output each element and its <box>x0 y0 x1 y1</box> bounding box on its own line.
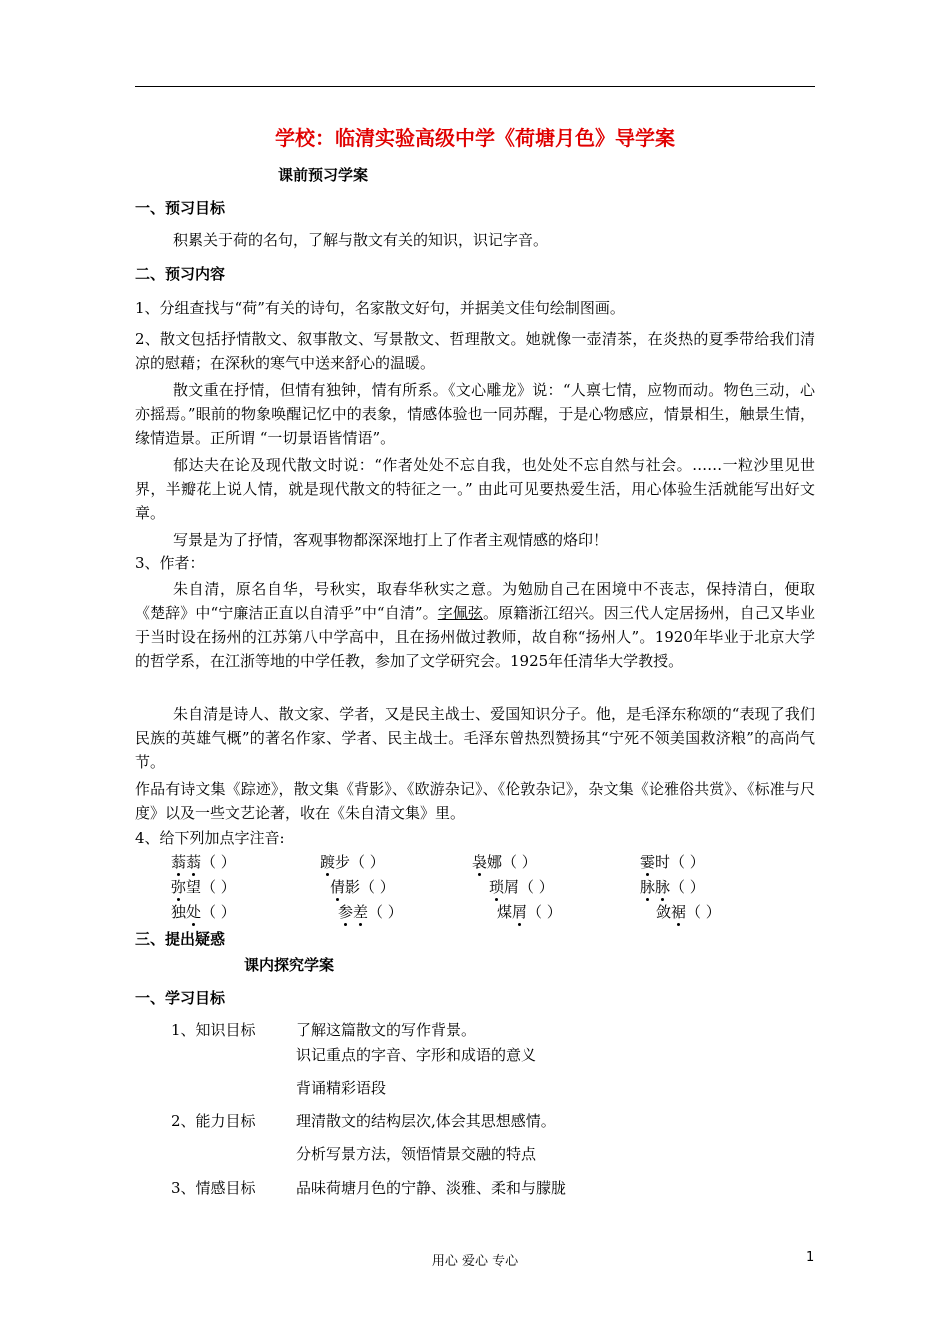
goal-knowledge-3: 背诵精彩语段 <box>296 1079 387 1097</box>
pinyin-item: 霎时（ ） <box>640 853 705 871</box>
pinyin-item: 踱步（ ） <box>320 853 385 871</box>
pinyin-item: 脉脉（ ） <box>640 878 705 896</box>
learning-goals-heading: 一、学习目标 <box>135 989 226 1007</box>
footer-slogan: 用心 爱心 专心 <box>431 1254 519 1269</box>
pinyin-item: 蓊蓊（ ） <box>171 853 236 871</box>
goal-emotion-1: 品味荷塘月色的宁静、淡雅、柔和与朦胧 <box>296 1179 567 1197</box>
goal-ability-2: 分析写景方法，领悟情景交融的特点 <box>296 1145 537 1163</box>
author-bio-post: 。原籍浙江绍兴。因三代人定居扬州，自己又毕业于当时设在扬州的江苏第八中学高中，且在扬州做过教师，故自称“扬州人”。 <box>135 604 815 646</box>
author-bio-pre: 朱自清，原名自华，号秋实，取春华秋实之意。为勉励自己在困境中不丧志，保持清白，便取《楚辞》中“宁廉洁正直以自清乎”中“自清”。 <box>135 580 815 622</box>
pinyin-instruction: 4、给下列加点字注音: <box>135 829 285 847</box>
goal-knowledge-2: 识记重点的字音、字形和成语的意义 <box>296 1046 537 1064</box>
preview-item-2-scenery: 写景是为了抒情，客观事物都深深地打上了作者主观情感的烙印！ <box>173 531 609 549</box>
preview-item-2-intro: 2、散文包括抒情散文、叙事散文、写景散文、哲理散文。她就像一壶清茶，在炎热的夏季带给我们清凉的慰藉；在深秋的寒气中送来舒心的温暖。 <box>135 330 815 372</box>
preview-subtitle: 课前预习学案 <box>278 166 369 184</box>
goal-knowledge-label: 1、知识目标 <box>171 1021 256 1039</box>
preview-goals-text: 积累关于荷的名句，了解与散文有关的知识，识记字音。 <box>173 231 549 249</box>
pinyin-item: 琐屑（ ） <box>489 878 554 896</box>
inclass-subtitle: 课内探究学案 <box>244 956 335 974</box>
author-works: 作品有诗文集《踪迹》，散文集《背影》、《欧游杂记》、《伦敦杂记》，杂文集《论雅俗共赏》、《标准与尺度》以及一些文艺论著，收在《朱自清文集》里。 <box>135 780 815 822</box>
goal-ability-1: 理清散文的结构层次,体会其思想感情。 <box>296 1112 556 1130</box>
goal-emotion-label: 3、情感目标 <box>171 1179 256 1197</box>
pinyin-item: 独处（ ） <box>171 903 236 921</box>
questions-heading: 三、提出疑惑 <box>135 930 226 948</box>
pinyin-item: 倩影（ ） <box>330 878 395 896</box>
preview-item-2-yudafu: 郁达夫在论及现代散文时说：“作者处处不忘自我，也处处不忘自然与社会。……一粒沙里见世界，半瓣花上说人情，就是现代散文的特征之一。” 由此可见要热爱生活，用心体验生活就能写出好文章。 <box>135 456 815 522</box>
pinyin-item: 敛裾（ ） <box>656 903 721 921</box>
pinyin-item: 参差（ ） <box>338 903 403 921</box>
pinyin-item: 煤屑（ ） <box>497 903 562 921</box>
author-bio-career: 1920年毕业于北京大学的哲学系，在江浙等地的中学任教，参加了文学研究会。1925年任清华大学教授。 <box>135 628 815 670</box>
preview-item-2-lyric: 散文重在抒情，但情有独钟，情有所系。《文心雕龙》说：“人禀七情，应物而动。物色三动，心亦摇焉。”眼前的物象唤醒记忆中的表象，情感体验也一同苏醒，于是心物感应，情景相生，触景生情，缘情造景。正所谓 “一切景语皆情语”。 <box>135 381 815 447</box>
author-label: 3、作者： <box>135 554 205 572</box>
author-praise: 朱自清是诗人、散文家、学者，又是民主战士、爱国知识分子。他，是毛泽东称颂的“表现了我们民族的英雄气概”的著名作家、学者、民主战士。毛泽东曾热烈赞扬其“宁死不领美国救济粮”的高尚气节。 <box>135 705 815 771</box>
pinyin-item: 弥望（ ） <box>171 878 236 896</box>
goal-knowledge-1: 了解这篇散文的写作背景。 <box>296 1021 477 1039</box>
preview-content-heading: 二、预习内容 <box>135 265 226 283</box>
goal-ability-label: 2、能力目标 <box>171 1112 256 1130</box>
author-courtesy-name: 字佩弦 <box>437 604 484 622</box>
preview-goals-heading: 一、预习目标 <box>135 199 226 217</box>
header-rule <box>135 86 815 87</box>
pinyin-item: 袅娜（ ） <box>472 853 537 871</box>
page-number: 1 <box>806 1250 815 1265</box>
author-bio <box>135 577 815 673</box>
document-title: 学校：临清实验高级中学《荷塘月色》导学案 <box>275 126 675 150</box>
preview-item-1: 1、分组查找与“荷”有关的诗句，名家散文好句，并据美文佳句绘制图画。 <box>135 299 625 317</box>
